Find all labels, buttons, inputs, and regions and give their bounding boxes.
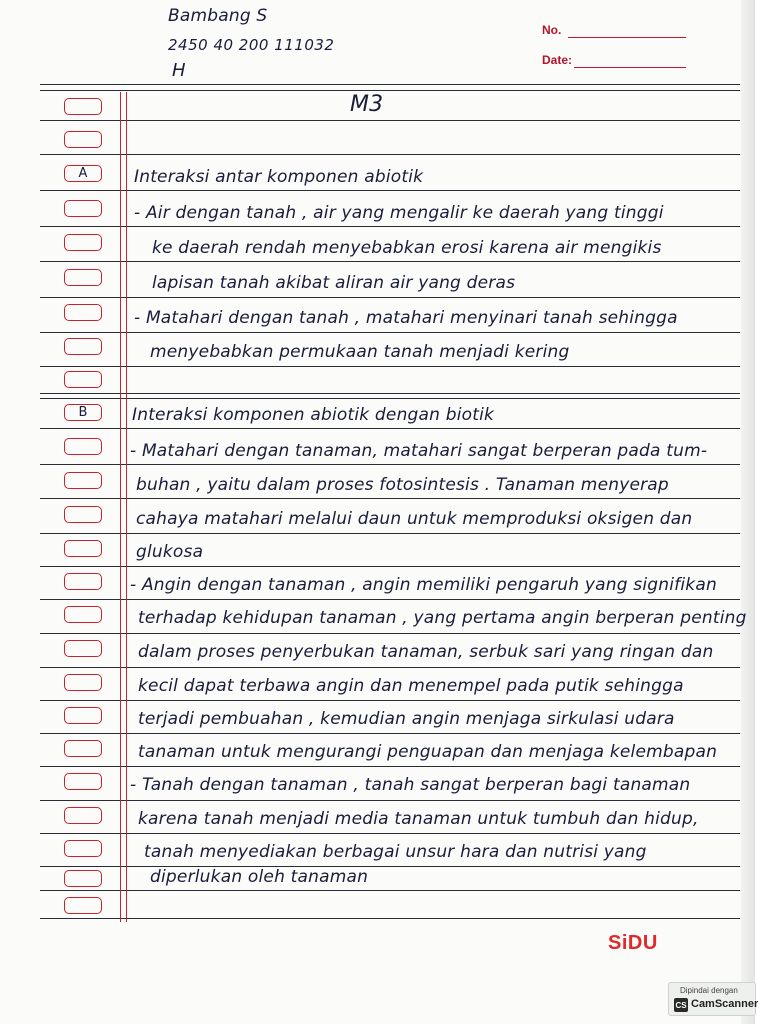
section-b-line: terjadi pembuahan , kemudian angin menjaga sirkulasi udara — [138, 709, 675, 729]
section-a-heading: Interaksi antar komponen abiotik — [134, 167, 424, 187]
margin-box — [64, 438, 102, 455]
section-a-line: menyebabkan permukaan tanah menjadi kering — [150, 342, 570, 362]
margin-box — [64, 506, 102, 523]
scanner-name: CamScanner — [691, 998, 759, 1010]
margin-box — [64, 840, 102, 857]
margin-box — [64, 472, 102, 489]
section-b-line: cahaya matahari melalui daun untuk memproduksi oksigen dan — [136, 509, 693, 529]
page-title: M3 — [350, 92, 384, 117]
margin-line-left — [120, 92, 121, 922]
margin-box — [64, 807, 102, 824]
section-b-line: terhadap kehidupan tanaman , yang pertama angin berperan penting — [138, 608, 747, 628]
section-b-line: diperlukan oleh tanaman — [150, 867, 369, 887]
section-a-line: - Matahari dengan tanah , matahari menyinari tanah sehingga — [134, 308, 678, 328]
margin-box — [64, 131, 102, 148]
margin-box — [64, 773, 102, 790]
margin-box — [64, 897, 102, 914]
margin-box — [64, 371, 102, 388]
section-b-line: karena tanah menjadi media tanaman untuk tumbuh dan hidup, — [138, 809, 699, 829]
margin-box — [64, 98, 102, 115]
margin-box — [64, 338, 102, 355]
margin-box — [64, 573, 102, 590]
student-id: 2450 40 200 111032 — [168, 36, 335, 54]
section-b-heading: Interaksi komponen abiotik dengan biotik — [132, 405, 495, 425]
margin-box — [64, 540, 102, 557]
margin-box — [64, 707, 102, 724]
no-label: No. — [542, 23, 562, 37]
margin-line-right — [126, 92, 127, 922]
margin-box — [64, 606, 102, 623]
margin-box — [64, 304, 102, 321]
section-b-line: kecil dapat terbawa angin dan menempel pada putik sehingga — [138, 676, 684, 696]
section-b-line: tanah menyediakan berbagai unsur hara dan nutrisi yang — [144, 842, 647, 862]
camscanner-watermark — [668, 982, 759, 1016]
no-line — [568, 37, 686, 38]
section-b-line: - Tanah dengan tanaman , tanah sangat berperan bagi tanaman — [130, 775, 691, 795]
section-b-line: - Angin dengan tanaman , angin memiliki pengaruh yang signifikan — [130, 575, 717, 595]
section-b-line: tanaman untuk mengurangi penguapan dan menjaga kelembapan — [138, 742, 718, 762]
margin-box — [64, 269, 102, 286]
scanner-caption: Dipindai dengan — [680, 986, 738, 995]
notebook-brand-logo: SiDU — [608, 932, 658, 954]
section-a-line: ke daerah rendah menyebabkan erosi karena air mengikis — [152, 238, 662, 258]
section-b-line: dalam proses penyerbukan tanaman, serbuk sari yang ringan dan — [138, 642, 714, 662]
margin-box-b — [64, 404, 102, 421]
section-b-marker: B — [78, 405, 88, 420]
section-b-line: buhan , yaitu dalam proses fotosintesis . Tanaman menyerap — [136, 475, 669, 495]
class-mark: H — [172, 60, 186, 81]
margin-box — [64, 200, 102, 217]
date-label: Date: — [542, 53, 573, 67]
margin-box — [64, 674, 102, 691]
student-name: Bambang S — [168, 6, 268, 26]
margin-box — [64, 870, 102, 887]
date-line — [574, 67, 686, 68]
section-b-line: glukosa — [136, 542, 204, 562]
margin-box-a — [64, 165, 102, 182]
section-a-marker: A — [78, 166, 88, 181]
camscanner-icon: CS — [674, 998, 688, 1012]
section-a-line: - Air dengan tanah , air yang mengalir ke daerah yang tinggi — [134, 203, 664, 223]
section-b-line: - Matahari dengan tanaman, matahari sangat berperan pada tum- — [130, 441, 708, 461]
margin-box — [64, 740, 102, 757]
section-a-line: lapisan tanah akibat aliran air yang deras — [152, 273, 516, 293]
page-edge — [741, 0, 755, 1024]
margin-box — [64, 234, 102, 251]
margin-box — [64, 640, 102, 657]
